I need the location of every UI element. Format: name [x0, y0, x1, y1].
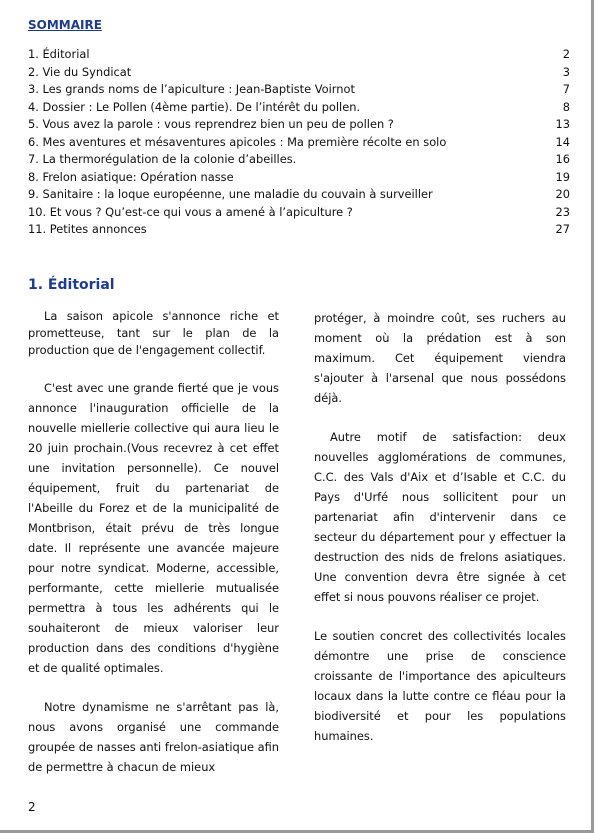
toc-item-label: 10. Et vous ? Qu’est-ce qui vous a amené à l’apiculture ?: [28, 204, 353, 219]
toc-item-page: 7: [562, 82, 570, 96]
editorial-paragraph: Notre dynamisme ne s'arrêtant pas là, nous avons organisé une commande groupée de nasses anti frelon-asiatique afin de permettre à chacun de mieux: [28, 700, 279, 774]
toc-item-page: 2: [562, 47, 570, 61]
toc-item[interactable]: [28, 64, 570, 82]
toc-item[interactable]: [28, 151, 570, 169]
editorial-paragraph: Autre motif de satisfaction: deux nouvelles agglomérations de communes, C.C. des Vals d'Aix et d’Isable et C.C. du Pays d'Urfé nous sollicitent pour un partenariat afin d'intervenir dans ce secteur du département pour y effectuer la destruction des nids de frelons asiatiques. Une convention devra être signée à cet effet si nous pouvons réaliser ce projet.: [314, 430, 566, 604]
sommaire-heading[interactable]: SOMMAIRE: [28, 18, 102, 32]
editorial-paragraph: C'est avec une grande fierté que je vous annonce l'inauguration officielle de la nouvelle miellerie collective qui aura lieu le 20 juin prochain.(Vous recevrez à cet effet une invitation personnelle). Ce nouvel équipement, fruit du partenariat de l'Abeille du Forez et de la municipalité de Montbrison, était prévu de très longue date. Il représente une avancée majeure pour notre syndicat. Moderne, accessible, performante, cette miellerie mutualisée permettra à tous les adhérents qui le souhaiteront de mieux valoriser leur production dans des conditions d'hygiène et de qualité optimales.: [28, 381, 279, 675]
toc-item-label: 8. Frelon asiatique: Opération nasse: [28, 169, 234, 184]
toc-item[interactable]: [28, 81, 570, 99]
toc-item[interactable]: [28, 221, 570, 239]
toc-item[interactable]: [28, 134, 570, 152]
toc-item-label: 4. Dossier : Le Pollen (4ème partie). De l’intérêt du pollen.: [28, 99, 361, 114]
toc-item-page: 23: [555, 204, 570, 219]
editorial-paragraph: protéger, à moindre coût, ses ruchers au moment où la prédation est à son maximum. Cet équipement viendra s'ajouter à l'arsenal que nous possédons déjà.: [314, 311, 566, 405]
toc-item-label: 3. Les grands noms de l’apiculture : Jean-Baptiste Voirnot: [28, 82, 355, 96]
toc-item[interactable]: [28, 186, 570, 204]
toc-item-page: 14: [555, 134, 570, 149]
toc-item-label: 9. Sanitaire : la loque européenne, une maladie du couvain à surveiller: [28, 187, 433, 201]
page-number: 2: [28, 800, 36, 814]
toc-item-page: 3: [562, 64, 570, 79]
toc-item-label: 11. Petites annonces: [28, 222, 147, 236]
page-border-right: [591, 0, 594, 833]
toc-item-page: 13: [555, 117, 570, 131]
editorial-paragraph: La saison apicole s'annonce riche et prometteuse, tant sur le plan de la production que de l'engagement collectif.: [28, 309, 279, 357]
toc-item-page: 19: [555, 169, 570, 184]
table-of-contents: [28, 46, 570, 239]
toc-item[interactable]: [28, 46, 570, 64]
toc-item-label: 5. Vous avez la parole : vous reprendrez bien un peu de pollen ?: [28, 117, 394, 131]
toc-item[interactable]: [28, 169, 570, 187]
toc-item-label: 7. La thermorégulation de la colonie d’abeilles.: [28, 152, 297, 166]
toc-item-page: 8: [562, 99, 570, 114]
toc-item[interactable]: [28, 99, 570, 117]
editorial-paragraph: Le soutien concret des collectivités locales démontre une prise de conscience croissante de l'importance des apiculteurs locaux dans la lutte contre ce fléau pour la biodiversité et pour les populations humaines.: [314, 629, 566, 743]
toc-item-label: 6. Mes aventures et mésaventures apicoles : Ma première récolte en solo: [28, 134, 447, 149]
toc-item-page: 27: [555, 222, 570, 236]
toc-item[interactable]: [28, 204, 570, 222]
toc-item-page: 20: [555, 187, 570, 201]
toc-item-label: 1. Éditorial: [28, 47, 90, 61]
toc-item-page: 16: [555, 152, 570, 166]
toc-item[interactable]: [28, 116, 570, 134]
editorial-column-right: [314, 308, 566, 765]
editorial-column-left: [28, 308, 279, 796]
toc-item-label: 2. Vie du Syndicat: [28, 64, 132, 79]
editorial-heading: 1. Éditorial: [28, 277, 115, 293]
